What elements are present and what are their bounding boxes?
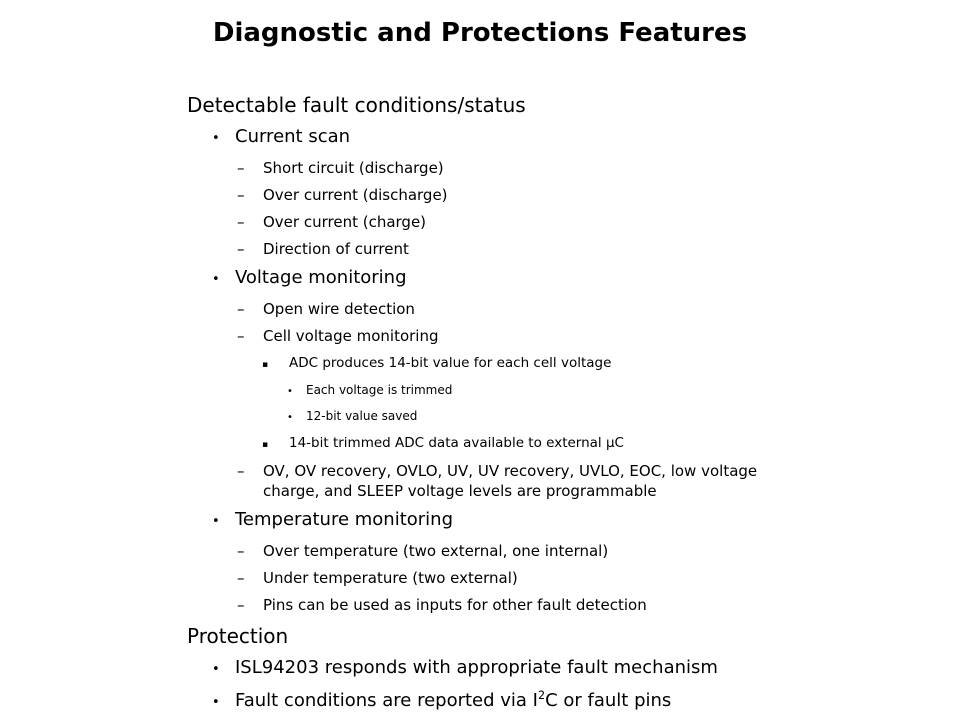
outline-item-label: Pins can be used as inputs for other fault detection — [263, 596, 647, 614]
outline-item — [0, 239, 960, 259]
bullet-dash-icon: – — [237, 462, 245, 480]
section-heading-label: Detectable fault conditions/status — [187, 93, 526, 117]
bullet-dot-icon: • — [287, 412, 293, 423]
bullet-dot-icon: • — [212, 272, 220, 287]
label-part: Fault conditions are reported via I — [235, 690, 538, 711]
bullet-dash-icon: – — [237, 186, 245, 204]
label-part: C or fault pins — [545, 690, 672, 711]
outline-item-label: 12-bit value saved — [306, 409, 418, 423]
bullet-dot-icon: • — [212, 131, 220, 146]
bullet-dot-icon: • — [212, 662, 220, 677]
outline-item — [0, 266, 960, 292]
bullet-dash-icon: – — [237, 240, 245, 258]
bullet-dash-icon: – — [237, 300, 245, 318]
outline-item-label: Under temperature (two external) — [263, 569, 518, 587]
outline-item — [0, 508, 960, 534]
outline-item-label: Cell voltage monitoring — [263, 327, 439, 345]
bullet-dot-icon: • — [212, 695, 220, 710]
outline-item-label: Direction of current — [263, 240, 409, 258]
outline-item — [0, 185, 960, 205]
outline-item — [0, 382, 960, 400]
bullet-square-icon: ▪ — [262, 360, 269, 370]
superscript-2: 2 — [538, 689, 546, 702]
outline-item-label: 14-bit trimmed ADC data available to external µC — [289, 435, 624, 451]
outline-item — [0, 354, 960, 374]
bullet-dash-icon: – — [237, 542, 245, 560]
outline-item-label: Over current (charge) — [263, 213, 427, 231]
outline-item-label: Over temperature (two external, one internal) — [263, 542, 609, 560]
outline-item-label — [235, 689, 671, 713]
page-title: Diagnostic and Protections Features — [212, 18, 748, 48]
outline-item-label: Open wire detection — [263, 300, 415, 318]
outline-item-label: Short circuit (discharge) — [263, 159, 444, 177]
outline-item-label: Current scan — [235, 126, 351, 147]
outline-item-label: Each voltage is trimmed — [306, 383, 453, 397]
outline-item — [0, 461, 960, 501]
section-heading — [0, 623, 960, 649]
bullet-dash-icon: – — [237, 213, 245, 231]
outline-item — [0, 326, 960, 346]
outline-item — [0, 158, 960, 178]
outline-item — [0, 656, 960, 682]
outline-item — [0, 408, 960, 426]
outline-item-label: Voltage monitoring — [235, 267, 407, 288]
outline-item-label: OV, OV recovery, OVLO, UV, UV recovery, UVLO, EOC, low voltage charge, and SLEEP voltage levels are programmable — [263, 462, 758, 500]
outline-item — [0, 299, 960, 319]
section-heading — [0, 92, 960, 118]
outline-item-label: Temperature monitoring — [235, 509, 454, 530]
bullet-dot-icon: • — [287, 386, 293, 397]
bullet-dash-icon: – — [237, 569, 245, 587]
bullet-dash-icon: – — [237, 596, 245, 614]
outline-item — [0, 541, 960, 561]
bullet-dash-icon: – — [237, 327, 245, 345]
bullet-dot-icon: • — [212, 514, 220, 529]
outline-item — [0, 568, 960, 588]
outline-item-label: ADC produces 14-bit value for each cell voltage — [289, 355, 612, 371]
outline — [0, 92, 960, 715]
outline-item-label: ISL94203 responds with appropriate fault mechanism — [235, 657, 718, 678]
outline-item — [0, 125, 960, 151]
bullet-square-icon: ▪ — [262, 440, 269, 450]
outline-item — [0, 595, 960, 615]
outline-item — [0, 689, 960, 715]
section-heading-label: Protection — [187, 624, 289, 648]
outline-item — [0, 212, 960, 232]
outline-item — [0, 434, 960, 454]
outline-item-label: Over current (discharge) — [263, 186, 448, 204]
bullet-dash-icon: – — [237, 159, 245, 177]
